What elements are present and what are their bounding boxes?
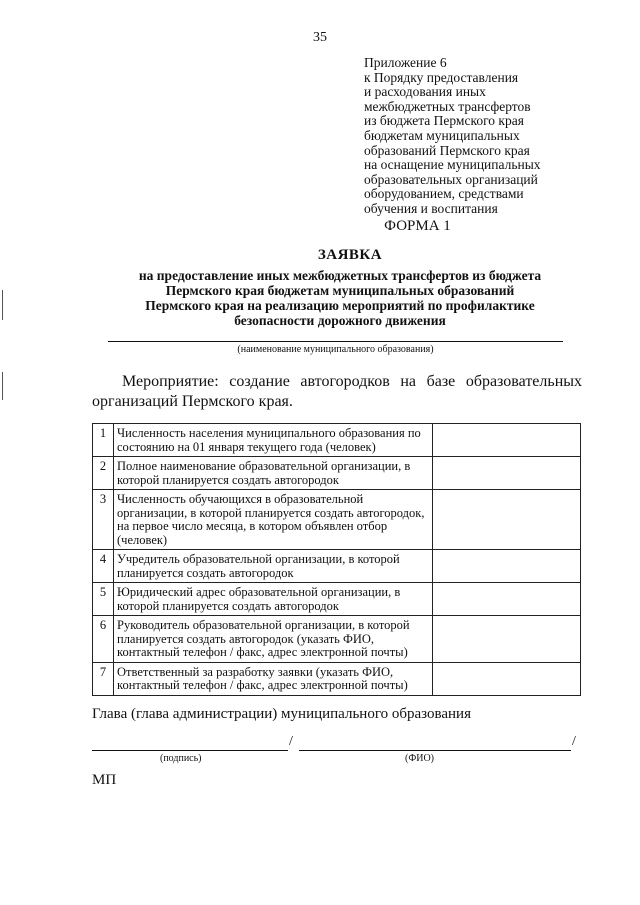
subtitle-line: безопасности дорожного движения <box>234 313 446 328</box>
appendix-line: Приложение 6 <box>364 55 447 70</box>
appendix-line: и расходования иных <box>364 84 486 100</box>
event-description: Мероприятие: создание автогородков на базе образовательных организаций Пермского края. <box>92 373 582 410</box>
table-row <box>93 457 581 490</box>
page-number: 35 <box>313 30 327 45</box>
stamp-place-label: МП <box>92 772 117 788</box>
appendix-line: образовательных организаций <box>364 171 538 187</box>
appendix-line: оборудованием, средствами <box>364 186 524 202</box>
application-table <box>92 423 581 696</box>
row-value-field[interactable] <box>433 662 581 695</box>
appendix-line: из бюджета Пермского края <box>364 113 524 129</box>
signature-field[interactable] <box>92 750 288 751</box>
table-row <box>93 662 581 695</box>
full-name-caption: (ФИО) <box>405 753 435 764</box>
appendix-line: обучения и воспитания <box>364 200 498 216</box>
appendix-line: на оснащение муниципальных <box>364 157 541 173</box>
document-title: ЗАЯВКА <box>317 247 383 263</box>
appendix-line: бюджетам муниципальных <box>364 127 520 143</box>
row-number: 7 <box>93 662 114 695</box>
appendix-note <box>364 56 541 217</box>
table-row <box>93 490 581 550</box>
row-value-field[interactable] <box>433 550 581 583</box>
row-label: Руководитель образовательной организации, в которой планируется создать автогородок (указать ФИО, контактный телефон / факс, адрес электронной почты) <box>114 616 433 663</box>
row-number: 4 <box>93 550 114 583</box>
municipality-name-caption: (наименование муниципального образования) <box>237 344 434 355</box>
subtitle-line: на предоставление иных межбюджетных трансфертов из бюджета <box>138 268 542 283</box>
appendix-line: межбюджетных трансфертов <box>364 98 531 114</box>
row-number: 5 <box>93 583 114 616</box>
full-name-field[interactable] <box>299 750 571 751</box>
signature-separator: / <box>289 734 293 749</box>
row-label: Численность населения муниципального образования по состоянию на 01 января текущего года (человек) <box>114 424 433 457</box>
form-label: ФОРМА 1 <box>384 218 451 234</box>
row-number: 1 <box>93 424 114 457</box>
appendix-line: к Порядку предоставления <box>364 69 519 85</box>
row-label: Ответственный за разработку заявки (указать ФИО, контактный телефон / факс, адрес электронной почты) <box>114 662 433 695</box>
row-number: 2 <box>93 457 114 490</box>
table-row <box>93 424 581 457</box>
row-number: 6 <box>93 616 114 663</box>
margin-mark <box>2 372 3 400</box>
row-label: Юридический адрес образовательной организации, в которой планируется создать автогородок <box>114 583 433 616</box>
row-value-field[interactable] <box>433 583 581 616</box>
subtitle-line: Пермского края на реализацию мероприятий по профилактике <box>145 298 535 313</box>
table-row <box>93 616 581 663</box>
table-row <box>93 550 581 583</box>
row-value-field[interactable] <box>433 457 581 490</box>
head-signatory-label: Глава (глава администрации) муниципального образования <box>92 706 471 722</box>
appendix-line: образований Пермского края <box>364 142 530 158</box>
subtitle-line: Пермского края бюджетам муниципальных образований <box>165 283 515 298</box>
row-number: 3 <box>93 490 114 550</box>
row-value-field[interactable] <box>433 490 581 550</box>
row-value-field[interactable] <box>433 424 581 457</box>
document-subtitle <box>100 268 580 328</box>
row-label: Учредитель образовательной организации, в которой планируется создать автогородок <box>114 550 433 583</box>
margin-mark <box>2 290 3 320</box>
full-name-separator: / <box>572 734 576 749</box>
signature-caption: (подпись) <box>160 753 202 764</box>
municipality-name-field[interactable] <box>108 341 563 342</box>
row-label: Полное наименование образовательной организации, в которой планируется создать автогородок <box>114 457 433 490</box>
row-value-field[interactable] <box>433 616 581 663</box>
row-label: Численность обучающихся в образовательной организации, в которой планируется создать автогородок, на первое число месяца, в котором объявлен отбор (человек) <box>114 490 433 550</box>
table-row <box>93 583 581 616</box>
